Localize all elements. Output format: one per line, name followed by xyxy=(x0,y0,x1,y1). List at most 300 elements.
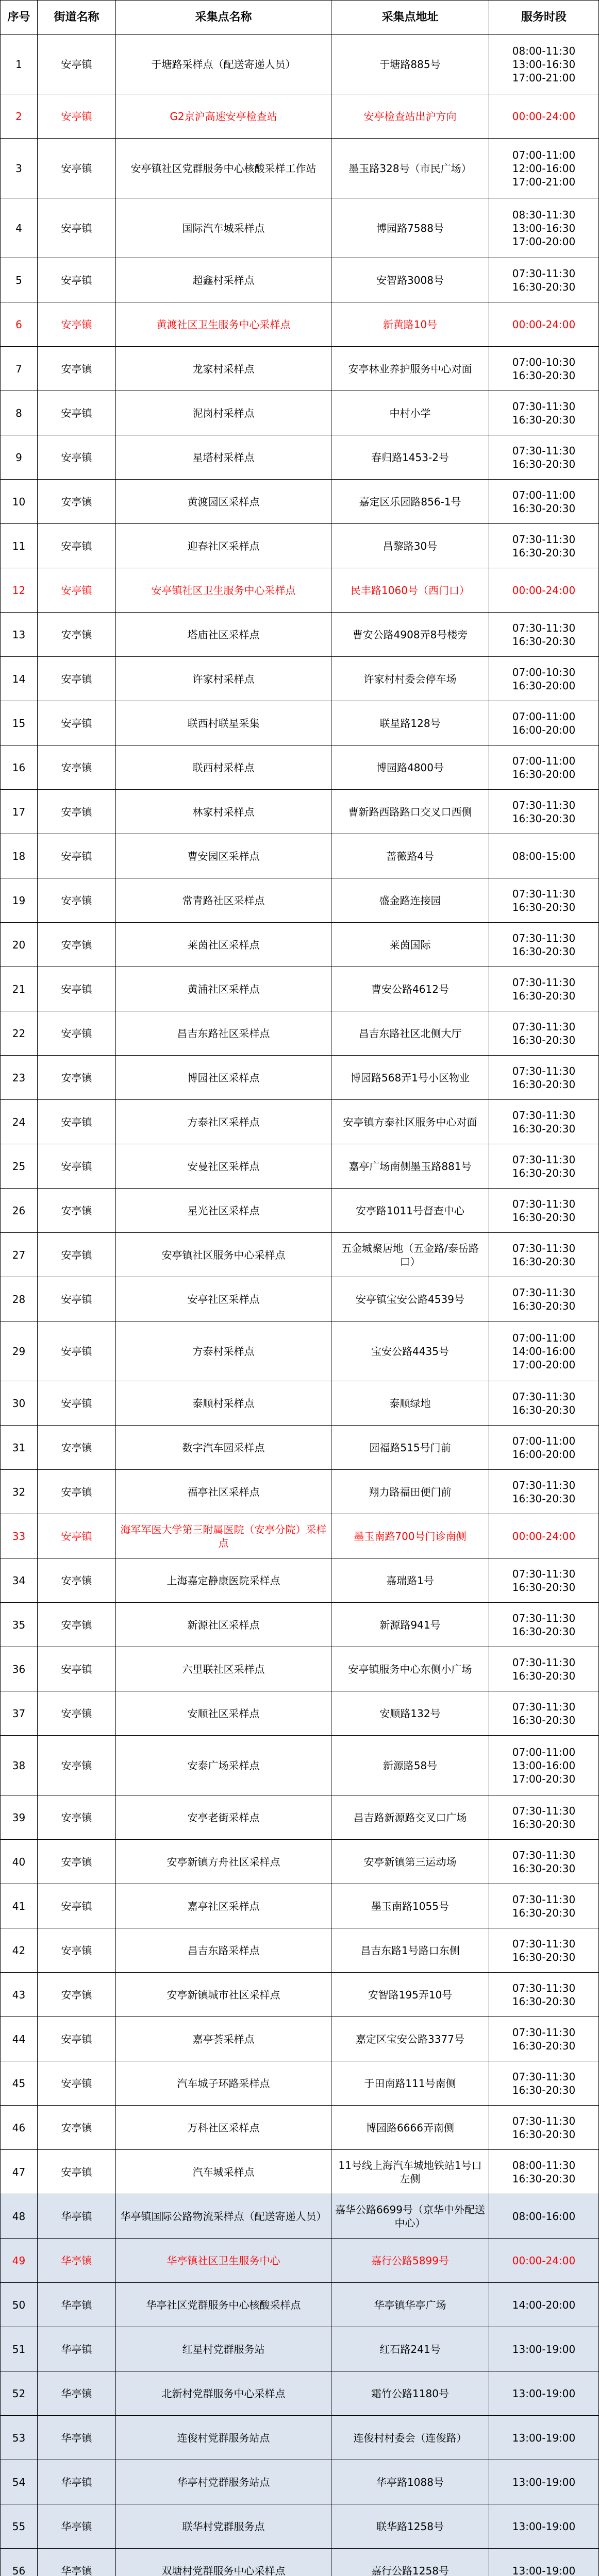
time-slot: 07:30-11:30 xyxy=(512,267,576,280)
time-slot: 07:30-11:30 xyxy=(512,1109,576,1122)
time-slot: 07:30-11:30 xyxy=(512,1286,576,1299)
cell-index: 9 xyxy=(1,435,38,480)
table-row xyxy=(1,2150,599,2194)
cell-service-hours xyxy=(489,2194,599,2239)
cell-index: 34 xyxy=(1,1558,38,1603)
cell-service-hours xyxy=(489,302,599,347)
cell-service-hours xyxy=(489,435,599,480)
cell-street: 安亭镇 xyxy=(38,613,116,657)
cell-address: 泰顺绿地 xyxy=(331,1381,489,1426)
time-slot: 07:30-11:30 xyxy=(512,1479,576,1492)
cell-index: 40 xyxy=(1,1840,38,1884)
time-slot: 16:00-20:00 xyxy=(512,723,576,736)
time-slot: 07:30-11:30 xyxy=(512,1567,576,1580)
cell-address: 于田南路111号南侧 xyxy=(331,2061,489,2106)
cell-site-name: 黄浦社区采样点 xyxy=(116,967,331,1011)
table-row xyxy=(1,1100,599,1144)
cell-service-hours xyxy=(489,1321,599,1381)
cell-address: 莱茵国际 xyxy=(331,923,489,967)
cell-site-name: 昌吉东路社区采样点 xyxy=(116,1011,331,1056)
time-slot: 13:00-19:00 xyxy=(512,2564,576,2576)
cell-site-name: 方泰村采样点 xyxy=(116,1321,331,1381)
cell-service-hours xyxy=(489,790,599,834)
time-slot: 16:30-20:30 xyxy=(512,1166,576,1179)
cell-street: 安亭镇 xyxy=(38,1884,116,1928)
time-slot: 00:00-24:00 xyxy=(512,1530,576,1543)
cell-street: 华亭镇 xyxy=(38,2283,116,2327)
cell-address: 曹安公路4612号 xyxy=(331,967,489,1011)
time-slot: 16:30-20:30 xyxy=(512,2083,576,2096)
cell-address: 博园路7588号 xyxy=(331,198,489,258)
cell-street: 安亭镇 xyxy=(38,1691,116,1736)
cell-address: 安亭镇服务中心东侧小广场 xyxy=(331,1647,489,1691)
cell-index: 13 xyxy=(1,613,38,657)
cell-site-name: 星光社区采样点 xyxy=(116,1189,331,1233)
cell-address: 安亭镇方泰社区服务中心对面 xyxy=(331,1100,489,1144)
cell-index: 23 xyxy=(1,1056,38,1100)
cell-address: 昌吉路新源路交叉口广场 xyxy=(331,1795,489,1840)
cell-address: 墨玉路328号（市民广场） xyxy=(331,139,489,198)
cell-index: 22 xyxy=(1,1011,38,1056)
time-slot: 07:30-11:30 xyxy=(512,2070,576,2083)
cell-address: 华亭路1088号 xyxy=(331,2460,489,2504)
cell-street: 安亭镇 xyxy=(38,1603,116,1647)
cell-address: 博园路4800号 xyxy=(331,745,489,790)
table-row xyxy=(1,524,599,568)
time-slot: 07:30-11:30 xyxy=(512,1700,576,1713)
table-row xyxy=(1,1011,599,1056)
table-row xyxy=(1,2017,599,2061)
cell-service-hours xyxy=(489,1928,599,1973)
time-slot: 13:00-19:00 xyxy=(512,2520,576,2533)
cell-service-hours xyxy=(489,1691,599,1736)
table-row xyxy=(1,2504,599,2549)
cell-street: 安亭镇 xyxy=(38,198,116,258)
time-slot: 16:30-20:30 xyxy=(512,546,576,559)
cell-address: 嘉瑞路1号 xyxy=(331,1558,489,1603)
cell-site-name: 常青路社区采样点 xyxy=(116,878,331,923)
cell-site-name: 联西村采样点 xyxy=(116,745,331,790)
table-body xyxy=(1,35,599,2576)
table-row xyxy=(1,745,599,790)
time-slot: 16:30-20:30 xyxy=(512,1492,576,1505)
cell-index: 54 xyxy=(1,2460,38,2504)
time-slot: 17:00-20:00 xyxy=(512,1358,576,1371)
time-slot: 16:30-20:30 xyxy=(512,280,576,293)
time-slot: 00:00-24:00 xyxy=(512,318,576,331)
table-row xyxy=(1,568,599,613)
table-row xyxy=(1,480,599,524)
table-row xyxy=(1,834,599,878)
cell-street: 安亭镇 xyxy=(38,1973,116,2017)
cell-address: 曹安公路4908弄8号楼旁 xyxy=(331,613,489,657)
cell-index: 39 xyxy=(1,1795,38,1840)
cell-street: 安亭镇 xyxy=(38,1514,116,1558)
cell-street: 安亭镇 xyxy=(38,1056,116,1100)
time-slot: 07:30-11:30 xyxy=(512,1937,576,1950)
cell-service-hours xyxy=(489,35,599,94)
table-row xyxy=(1,701,599,745)
cell-index: 42 xyxy=(1,1928,38,1973)
time-slot: 13:00-19:00 xyxy=(512,2387,576,2400)
cell-site-name: 安曼社区采样点 xyxy=(116,1144,331,1189)
cell-service-hours xyxy=(489,1470,599,1514)
cell-site-name: 数字汽车园采样点 xyxy=(116,1426,331,1470)
cell-street: 安亭镇 xyxy=(38,1426,116,1470)
cell-service-hours xyxy=(489,1189,599,1233)
cell-site-name: 安亭镇社区党群服务中心核酸采样工作站 xyxy=(116,139,331,198)
cell-service-hours xyxy=(489,657,599,701)
time-slot: 16:30-20:30 xyxy=(512,2128,576,2141)
time-slot: 16:30-20:30 xyxy=(512,1255,576,1268)
cell-service-hours xyxy=(489,568,599,613)
cell-service-hours xyxy=(489,1144,599,1189)
cell-site-name: 安亭老街采样点 xyxy=(116,1795,331,1840)
cell-street: 安亭镇 xyxy=(38,1558,116,1603)
time-slot: 07:30-11:30 xyxy=(512,2026,576,2039)
table-row xyxy=(1,1321,599,1381)
cell-address: 昌吉东路社区北侧大厅 xyxy=(331,1011,489,1056)
time-slot: 13:00-16:30 xyxy=(512,58,576,71)
header-address: 采集点地址 xyxy=(331,1,489,35)
cell-address: 新源路58号 xyxy=(331,1736,489,1795)
time-slot: 13:00-19:00 xyxy=(512,2343,576,2355)
cell-service-hours xyxy=(489,2327,599,2371)
cell-site-name: 于塘路采样点（配送寄递人员） xyxy=(116,35,331,94)
cell-site-name: 国际汽车城采样点 xyxy=(116,198,331,258)
cell-site-name: 龙家村采样点 xyxy=(116,347,331,391)
table-row xyxy=(1,2194,599,2239)
time-slot: 07:30-11:30 xyxy=(512,1242,576,1255)
cell-site-name: 嘉亭社区采样点 xyxy=(116,1884,331,1928)
table-row xyxy=(1,2061,599,2106)
cell-address: 嘉行公路5899号 xyxy=(331,2239,489,2283)
cell-index: 3 xyxy=(1,139,38,198)
time-slot: 07:30-11:30 xyxy=(512,1981,576,1994)
table-row xyxy=(1,1795,599,1840)
cell-address: 墨玉南路700号门诊南侧 xyxy=(331,1514,489,1558)
cell-street: 华亭镇 xyxy=(38,2194,116,2239)
cell-site-name: 泥岗村采样点 xyxy=(116,391,331,435)
cell-index: 30 xyxy=(1,1381,38,1426)
cell-street: 华亭镇 xyxy=(38,2327,116,2371)
time-slot: 07:00-10:30 xyxy=(512,355,576,368)
cell-index: 46 xyxy=(1,2106,38,2150)
time-slot: 08:30-11:30 xyxy=(512,208,576,221)
cell-street: 安亭镇 xyxy=(38,1647,116,1691)
cell-site-name: 华亭镇社区卫生服务中心 xyxy=(116,2239,331,2283)
time-slot: 16:30-20:30 xyxy=(512,1669,576,1682)
cell-site-name: 联西村联星采集 xyxy=(116,701,331,745)
time-slot: 07:00-11:00 xyxy=(512,148,576,161)
cell-service-hours xyxy=(489,1426,599,1470)
time-slot: 12:00-16:00 xyxy=(512,162,576,175)
time-slot: 07:00-10:30 xyxy=(512,666,576,679)
time-slot: 07:00-11:00 xyxy=(512,710,576,723)
cell-address: 曹新路西路路口交叉口西侧 xyxy=(331,790,489,834)
table-row xyxy=(1,198,599,258)
cell-address: 安亭林业养护服务中心对面 xyxy=(331,347,489,391)
cell-site-name: 塔庙社区采样点 xyxy=(116,613,331,657)
time-slot: 16:30-20:30 xyxy=(512,1625,576,1638)
time-slot: 16:30-20:30 xyxy=(512,812,576,825)
cell-address: 中村小学 xyxy=(331,391,489,435)
table-row xyxy=(1,1470,599,1514)
cell-service-hours xyxy=(489,1795,599,1840)
cell-site-name: 安亭镇社区服务中心采样点 xyxy=(116,1233,331,1277)
cell-street: 安亭镇 xyxy=(38,1736,116,1795)
cell-street: 安亭镇 xyxy=(38,524,116,568)
cell-index: 35 xyxy=(1,1603,38,1647)
time-slot: 13:00-16:30 xyxy=(512,222,576,234)
cell-site-name: G2京沪高速安亭检查站 xyxy=(116,94,331,139)
cell-service-hours xyxy=(489,834,599,878)
cell-street: 华亭镇 xyxy=(38,2504,116,2549)
time-slot: 07:00-11:00 xyxy=(512,1745,576,1758)
cell-service-hours xyxy=(489,198,599,258)
cell-street: 安亭镇 xyxy=(38,834,116,878)
cell-street: 安亭镇 xyxy=(38,435,116,480)
cell-service-hours xyxy=(489,1233,599,1277)
table-row xyxy=(1,1603,599,1647)
time-slot: 07:30-11:30 xyxy=(512,1849,576,1861)
cell-street: 安亭镇 xyxy=(38,1321,116,1381)
table-row xyxy=(1,657,599,701)
cell-address: 霜竹公路1180号 xyxy=(331,2371,489,2416)
cell-index: 53 xyxy=(1,2416,38,2460)
table-row xyxy=(1,1056,599,1100)
cell-service-hours xyxy=(489,967,599,1011)
time-slot: 16:30-20:30 xyxy=(512,1951,576,1963)
table-row xyxy=(1,1558,599,1603)
time-slot: 17:00-20:00 xyxy=(512,235,576,248)
cell-index: 19 xyxy=(1,878,38,923)
cell-site-name: 安亭镇社区卫生服务中心采样点 xyxy=(116,568,331,613)
cell-street: 华亭镇 xyxy=(38,2549,116,2576)
time-slot: 07:30-11:30 xyxy=(512,621,576,634)
time-slot: 16:00-20:00 xyxy=(512,1448,576,1461)
cell-site-name: 新源社区采样点 xyxy=(116,1603,331,1647)
table-row xyxy=(1,1233,599,1277)
cell-site-name: 泰顺村采样点 xyxy=(116,1381,331,1426)
cell-address: 博园路6666弄南侧 xyxy=(331,2106,489,2150)
table-row xyxy=(1,302,599,347)
cell-site-name: 黄渡社区卫生服务中心采样点 xyxy=(116,302,331,347)
cell-index: 15 xyxy=(1,701,38,745)
cell-street: 安亭镇 xyxy=(38,1277,116,1321)
time-slot: 16:30-20:30 xyxy=(512,2172,576,2185)
cell-address: 嘉行公路1258号 xyxy=(331,2549,489,2576)
cell-service-hours xyxy=(489,923,599,967)
time-slot: 07:30-11:30 xyxy=(512,400,576,413)
cell-index: 37 xyxy=(1,1691,38,1736)
cell-index: 26 xyxy=(1,1189,38,1233)
cell-site-name: 安泰广场采样点 xyxy=(116,1736,331,1795)
cell-street: 华亭镇 xyxy=(38,2239,116,2283)
time-slot: 08:00-15:00 xyxy=(512,850,576,862)
time-slot: 07:30-11:30 xyxy=(512,799,576,811)
time-slot: 13:00-19:00 xyxy=(512,2476,576,2488)
table-row xyxy=(1,2460,599,2504)
cell-index: 45 xyxy=(1,2061,38,2106)
cell-address: 联华路1258号 xyxy=(331,2504,489,2549)
cell-service-hours xyxy=(489,701,599,745)
cell-index: 16 xyxy=(1,745,38,790)
time-slot: 16:30-20:30 xyxy=(512,369,576,382)
cell-index: 12 xyxy=(1,568,38,613)
cell-street: 安亭镇 xyxy=(38,1840,116,1884)
time-slot: 07:00-11:00 xyxy=(512,1331,576,1344)
cell-address: 嘉定区乐园路856-1号 xyxy=(331,480,489,524)
cell-address: 墨玉南路1055号 xyxy=(331,1884,489,1928)
header-service-hours: 服务时段 xyxy=(489,1,599,35)
cell-site-name: 华亭镇国际公路物流采样点（配送寄递人员） xyxy=(116,2194,331,2239)
time-slot: 07:30-11:30 xyxy=(512,1020,576,1033)
cell-street: 安亭镇 xyxy=(38,258,116,302)
table-row xyxy=(1,1736,599,1795)
cell-site-name: 连俊村党群服务站点 xyxy=(116,2416,331,2460)
time-slot: 08:00-11:30 xyxy=(512,2159,576,2172)
cell-street: 安亭镇 xyxy=(38,480,116,524)
cell-service-hours xyxy=(489,1100,599,1144)
cell-street: 安亭镇 xyxy=(38,2017,116,2061)
time-slot: 00:00-24:00 xyxy=(512,584,576,597)
time-slot: 07:30-11:30 xyxy=(512,1804,576,1817)
cell-site-name: 安亭社区采样点 xyxy=(116,1277,331,1321)
cell-site-name: 林家村采样点 xyxy=(116,790,331,834)
cell-index: 1 xyxy=(1,35,38,94)
cell-address: 蔷薇路4号 xyxy=(331,834,489,878)
cell-index: 7 xyxy=(1,347,38,391)
table-row xyxy=(1,1144,599,1189)
time-slot: 16:30-20:30 xyxy=(512,635,576,648)
table-row xyxy=(1,2371,599,2416)
cell-service-hours xyxy=(489,1011,599,1056)
time-slot: 00:00-24:00 xyxy=(512,2254,576,2267)
cell-address: 昌吉东路1号路口东侧 xyxy=(331,1928,489,1973)
cell-index: 10 xyxy=(1,480,38,524)
cell-site-name: 曹安园区采样点 xyxy=(116,834,331,878)
cell-site-name: 红星村党群服务站 xyxy=(116,2327,331,2371)
cell-index: 21 xyxy=(1,967,38,1011)
cell-service-hours xyxy=(489,2061,599,2106)
cell-index: 44 xyxy=(1,2017,38,2061)
cell-address: 宝安公路4435号 xyxy=(331,1321,489,1381)
cell-index: 56 xyxy=(1,2549,38,2576)
cell-address: 华亭镇华亭广场 xyxy=(331,2283,489,2327)
table-row xyxy=(1,967,599,1011)
cell-street: 华亭镇 xyxy=(38,2460,116,2504)
cell-site-name: 华亭社区党群服务中心核酸采样点 xyxy=(116,2283,331,2327)
cell-site-name: 嘉亭荟采样点 xyxy=(116,2017,331,2061)
cell-site-name: 六里联社区采样点 xyxy=(116,1647,331,1691)
table-row xyxy=(1,2106,599,2150)
time-slot: 07:00-11:00 xyxy=(512,488,576,501)
cell-index: 5 xyxy=(1,258,38,302)
cell-street: 安亭镇 xyxy=(38,1144,116,1189)
cell-index: 14 xyxy=(1,657,38,701)
cell-service-hours xyxy=(489,1973,599,2017)
cell-index: 41 xyxy=(1,1884,38,1928)
time-slot: 07:30-11:30 xyxy=(512,1197,576,1210)
cell-service-hours xyxy=(489,2371,599,2416)
cell-service-hours xyxy=(489,1647,599,1691)
cell-street: 华亭镇 xyxy=(38,2416,116,2460)
time-slot: 16:30-20:30 xyxy=(512,413,576,426)
cell-service-hours xyxy=(489,391,599,435)
cell-index: 18 xyxy=(1,834,38,878)
cell-index: 36 xyxy=(1,1647,38,1691)
table-row xyxy=(1,2416,599,2460)
cell-service-hours xyxy=(489,745,599,790)
cell-site-name: 万科社区采样点 xyxy=(116,2106,331,2150)
table-header xyxy=(1,1,599,35)
time-slot: 16:30-20:30 xyxy=(512,1995,576,2008)
cell-index: 38 xyxy=(1,1736,38,1795)
cell-service-hours xyxy=(489,1277,599,1321)
cell-site-name: 福亭社区采样点 xyxy=(116,1470,331,1514)
cell-street: 安亭镇 xyxy=(38,790,116,834)
cell-address: 嘉亭广场南侧墨玉路881号 xyxy=(331,1144,489,1189)
table-row xyxy=(1,1647,599,1691)
cell-index: 55 xyxy=(1,2504,38,2549)
cell-index: 47 xyxy=(1,2150,38,2194)
cell-service-hours xyxy=(489,2106,599,2150)
table-row xyxy=(1,1928,599,1973)
cell-street: 安亭镇 xyxy=(38,391,116,435)
time-slot: 13:00-16:00 xyxy=(512,1759,576,1772)
table-row xyxy=(1,2549,599,2576)
table-row xyxy=(1,1840,599,1884)
cell-index: 52 xyxy=(1,2371,38,2416)
cell-site-name: 迎春社区采样点 xyxy=(116,524,331,568)
cell-service-hours xyxy=(489,2460,599,2504)
cell-street: 安亭镇 xyxy=(38,1189,116,1233)
time-slot: 17:00-20:30 xyxy=(512,1772,576,1785)
cell-site-name: 汽车城子环路采样点 xyxy=(116,2061,331,2106)
table-row xyxy=(1,1691,599,1736)
cell-street: 安亭镇 xyxy=(38,2150,116,2194)
cell-street: 安亭镇 xyxy=(38,35,116,94)
cell-address: 安智路3008号 xyxy=(331,258,489,302)
cell-service-hours xyxy=(489,2416,599,2460)
cell-service-hours xyxy=(489,347,599,391)
cell-site-name: 联华村党群服务点 xyxy=(116,2504,331,2549)
cell-service-hours xyxy=(489,878,599,923)
cell-street: 安亭镇 xyxy=(38,1011,116,1056)
time-slot: 07:30-11:30 xyxy=(512,444,576,457)
cell-address: 连俊村村委会（连俊路） xyxy=(331,2416,489,2460)
table-row xyxy=(1,35,599,94)
time-slot: 16:30-20:30 xyxy=(512,1299,576,1312)
cell-service-hours xyxy=(489,2504,599,2549)
time-slot: 08:00-11:30 xyxy=(512,44,576,57)
cell-index: 49 xyxy=(1,2239,38,2283)
cell-address: 联星路128号 xyxy=(331,701,489,745)
table-row xyxy=(1,790,599,834)
table-row xyxy=(1,1381,599,1426)
cell-address: 新源路941号 xyxy=(331,1603,489,1647)
cell-address: 许家村村委会停车场 xyxy=(331,657,489,701)
cell-service-hours xyxy=(489,258,599,302)
table-row xyxy=(1,258,599,302)
time-slot: 07:30-11:30 xyxy=(512,1656,576,1669)
cell-street: 安亭镇 xyxy=(38,1470,116,1514)
cell-street: 安亭镇 xyxy=(38,1233,116,1277)
cell-index: 27 xyxy=(1,1233,38,1277)
cell-address: 安亭检查站出沪方向 xyxy=(331,94,489,139)
cell-site-name: 上海嘉定静康医院采样点 xyxy=(116,1558,331,1603)
